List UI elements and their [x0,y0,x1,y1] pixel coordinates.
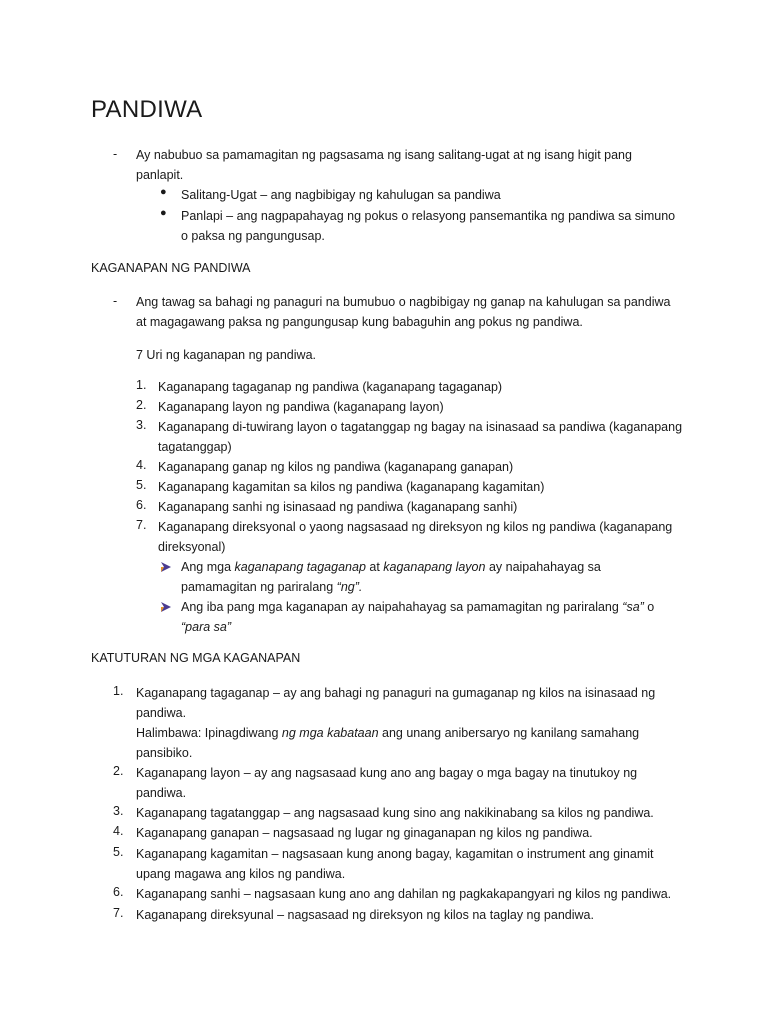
example-text: ang unang anibersaryo ng kanilang samahang [378,726,640,740]
note-italic: kaganapang tagaganap [234,560,366,574]
list-number: 5. [113,845,124,859]
note-text: pamamagitan ng pariralang [181,580,337,594]
definition-item: Kaganapang kagamitan – nagsasaan kung anong bagay, kagamitan o instrument ang ginamit [136,847,654,861]
intro-bullet-2-cont: o paksa ng pangungusap. [181,229,325,243]
list-number: 3. [113,804,124,818]
note-1-line-1 [181,557,601,577]
section-heading: KAGANAPAN NG PANDIWA [91,261,251,275]
note-text: Ang mga [181,560,235,574]
note-text: ay naipahahayag sa [485,560,601,574]
list-number: 1. [136,378,147,392]
note-italic: “ng”. [336,580,363,594]
note-text: at [365,560,384,574]
list-item: Kaganapang layon ng pandiwa (kaganapang layon) [158,400,444,414]
definition-item-cont: upang magawa ang kilos ng pandiwa. [136,867,346,881]
note-italic: “sa” [622,600,644,614]
note-italic: “para sa” [181,620,232,634]
definition-item: Kaganapang ganapan – nagsasaad ng lugar ng ginaganapan ng kilos ng pandiwa. [136,826,593,840]
intro-bullet-1: Salitang-Ugat – ang nagbibigay ng kahulugan sa pandiwa [181,188,501,202]
definition-item: Kaganapang direksyunal – nagsasaad ng direksyon ng kilos na taglay ng pandiwa. [136,908,594,922]
list-number: 2. [113,764,124,778]
list-number: 4. [136,458,147,472]
list-number: 7. [113,906,124,920]
section1-line-2: at magagawang paksa ng pangungusap kung babaguhin ang pokus ng pandiwa. [136,315,583,329]
arrow-bullet-icon [160,601,172,613]
note-italic: kaganapang layon [383,560,486,574]
definition-item: Kaganapang sanhi – nagsasaan kung ano ang dahilan ng pagkakapangyari ng kilos ng pandiwa. [136,887,672,901]
note-text: Ang iba pang mga kaganapan ay naipahahayag sa pamamagitan ng pariralang [181,600,623,614]
list-number: 3. [136,418,147,432]
list-item: Kaganapang kagamitan sa kilos ng pandiwa (kaganapang kagamitan) [158,480,545,494]
intro-line-2: panlapit. [136,168,184,182]
list-item: Kaganapang di-tuwirang layon o tagatanggap ng bagay na isinasaad sa pandiwa (kaganapang [158,420,683,434]
intro-bullet-2: Panlapi – ang nagpapahayag ng pokus o relasyong pansemantika ng pandiwa sa simuno [181,209,676,223]
example-line-cont: pansibiko. [136,746,193,760]
example-text: Halimbawa: Ipinagdiwang [136,726,282,740]
list-number: 7. [136,518,147,532]
bullet-dot: ● [160,207,167,219]
list-item: Kaganapang ganap ng kilos ng pandiwa (kaganapang ganapan) [158,460,514,474]
definition-item: Kaganapang layon – ay ang nagsasaad kung ano ang bagay o mga bagay na tinutukoy ng [136,766,638,780]
note-2-line-1 [181,597,654,617]
section-heading: KATUTURAN NG MGA KAGANAPAN [91,651,301,665]
note-text: o [643,600,655,614]
subheading: 7 Uri ng kaganapan ng pandiwa. [136,348,316,362]
list-number: 4. [113,824,124,838]
dash-marker: - [113,294,118,308]
note-1-line-2 [181,577,362,597]
definition-item-cont: pandiwa. [136,706,187,720]
list-item: Kaganapang sanhi ng isinasaad ng pandiwa (kaganapang sanhi) [158,500,518,514]
dash-marker: - [113,147,118,161]
example-italic: ng mga kabataan [281,726,379,740]
list-number: 5. [136,478,147,492]
list-number: 2. [136,398,147,412]
list-number: 6. [113,885,124,899]
definition-item: Kaganapang tagaganap – ay ang bahagi ng panaguri na gumaganap ng kilos na isinasaad ng [136,686,656,700]
example-line [136,723,639,743]
definition-item: Kaganapang tagatanggap – ang nagsasaad kung sino ang nakikinabang sa kilos ng pandiwa. [136,806,654,820]
definition-item-cont: pandiwa. [136,786,187,800]
list-item-cont: direksyonal) [158,540,226,554]
bullet-dot: ● [160,186,167,198]
note-2-line-2 [181,617,231,637]
page-title: PANDIWA [91,96,203,123]
list-number: 6. [136,498,147,512]
arrow-bullet-icon [160,561,172,573]
intro-line-1: Ay nabubuo sa pamamagitan ng pagsasama ng isang salitang-ugat at ng isang higit pang [136,148,632,162]
list-item: Kaganapang tagaganap ng pandiwa (kaganapang tagaganap) [158,380,503,394]
list-number: 1. [113,684,124,698]
list-item-cont: tagatanggap) [158,440,232,454]
section1-line-1: Ang tawag sa bahagi ng panaguri na bumubuo o nagbibigay ng ganap na kahulugan sa pandiwa [136,295,671,309]
list-item: Kaganapang direksyonal o yaong nagsasaad ng direksyon ng kilos ng pandiwa (kaganapang [158,520,673,534]
